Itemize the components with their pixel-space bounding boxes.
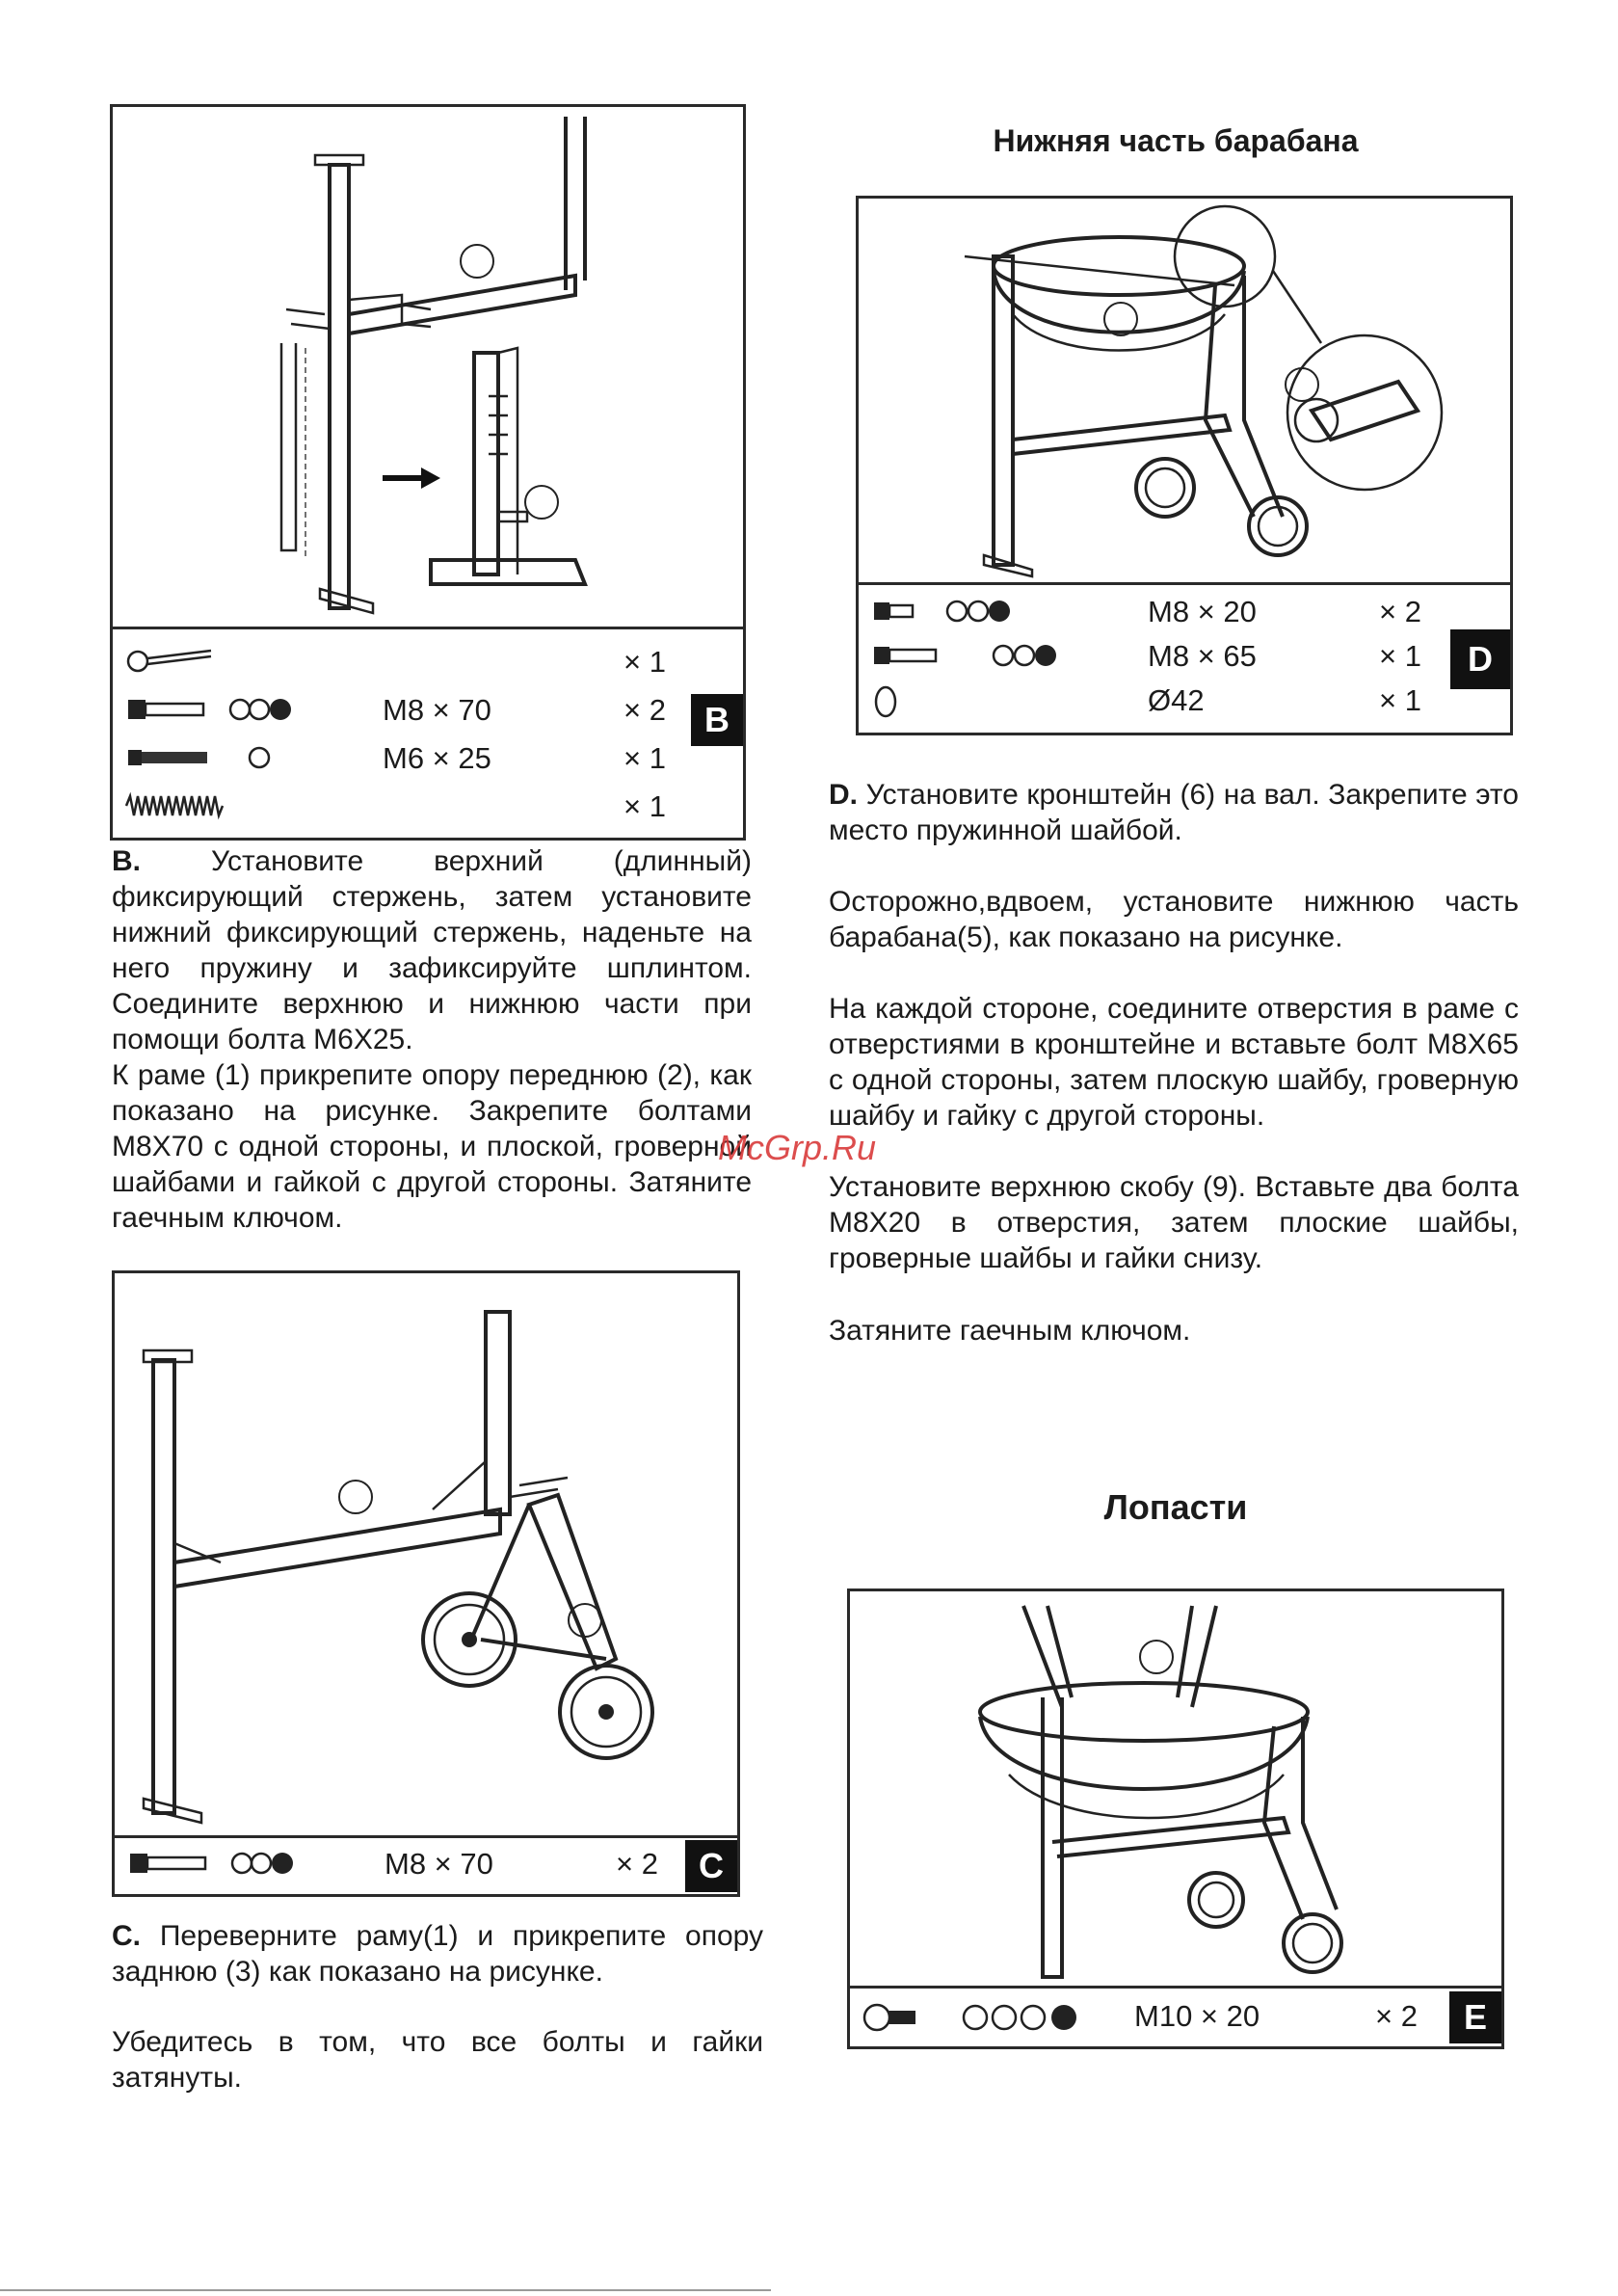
step-label-d: D.	[829, 779, 858, 811]
step-text-d: Установите кронштейн (6) на вал. Закрепите это место пружинной шайбой.	[829, 779, 1519, 846]
text-section-d-3: На каждой стороне, соедините отверстия в раме с отверстиями в кронштейне и вставьте болт М8Х65 с одной стороны, затем плоскую шайбу, гроверную шайбу и гайку с другой стороны.	[829, 993, 1519, 1132]
parts-list-c	[115, 1835, 737, 1894]
heading-blades: Лопасти	[1103, 1487, 1248, 1527]
part-spec: Ø42	[1148, 683, 1205, 717]
blades-drawing	[850, 1591, 1501, 1991]
figure-e	[847, 1589, 1504, 2049]
callout-2	[525, 486, 558, 519]
parts-list-b	[113, 627, 743, 838]
text-section-d	[829, 777, 1519, 848]
step-label-c: C.	[112, 1920, 141, 1952]
text-section-d-2: Осторожно,вдвоем, установите нижнюю часть барабана(5), как показано на рисунке.	[829, 886, 1519, 953]
spring-washer-icon	[870, 685, 928, 718]
part-spec: M6 × 25	[383, 741, 491, 775]
part-qty: × 1	[623, 741, 666, 775]
figure-d	[856, 196, 1513, 735]
section-label-b: B	[691, 694, 743, 746]
bolt-washer-nut-icon	[870, 641, 1063, 670]
part-spec: M8 × 65	[1148, 639, 1257, 673]
part-qty: × 2	[616, 1847, 658, 1881]
text-section-d-4: Установите верхнюю скобу (9). Вставьте два болта М8Х20 в отверстия, затем плоские шайбы, гроверные шайбы и гайки снизу.	[829, 1171, 1519, 1274]
part-qty: × 1	[623, 789, 666, 823]
section-label-e: E	[1449, 1991, 1501, 2043]
callout-3	[569, 1604, 601, 1637]
callout-1	[339, 1481, 372, 1513]
text-section-d-5: Затяните гаечным ключом.	[829, 1315, 1191, 1347]
figure-c	[112, 1270, 740, 1897]
text-section-b	[112, 843, 752, 1057]
parts-list-e	[850, 1986, 1501, 2046]
part-qty: × 1	[1379, 683, 1421, 717]
bolt-washers-nut-icon	[862, 2001, 1112, 2034]
bolt-nut-icon	[124, 743, 317, 772]
heading-drum-lower: Нижняя часть барабана	[993, 123, 1359, 158]
part-spec: M10 × 20	[1134, 1999, 1260, 2033]
callout-7	[1140, 1641, 1173, 1673]
footer-rule	[0, 2289, 771, 2291]
step-text-b: Установите верхний (длинный) фиксирующий стержень, затем установите нижний фиксирующий стержень, наденьте на него пружину и зафиксируйте шплинтом. Соедините верхнюю и нижнюю части при помощи болта М6Х25.	[112, 845, 752, 1055]
part-qty: × 2	[1379, 595, 1421, 628]
parts-list-d	[859, 582, 1510, 733]
bolt-washer-nut-icon	[870, 597, 1063, 626]
callout-1	[461, 245, 493, 278]
step-text-c: Переверните раму(1) и прикрепите опору заднюю (3) как показано на рисунке.	[112, 1920, 764, 1988]
section-label-d: D	[1450, 629, 1510, 689]
part-qty: × 1	[1379, 639, 1421, 673]
part-spec: M8 × 70	[385, 1847, 493, 1881]
pin-icon	[124, 647, 221, 676]
frame-rear-leg-drawing	[115, 1273, 737, 1842]
text-section-c-2: Убедитесь в том, что все болты и гайки затянуты.	[112, 2026, 763, 2094]
part-qty: × 2	[1375, 1999, 1418, 2033]
text-section-b-2: К раме (1) прикрепите опору переднюю (2), как показано на рисунке. Закрепите болтами М8Х70 с одной стороны, и плоской, гроверной шайбами и гайкой с другой стороны. Затяните гаечным ключом.	[112, 1059, 752, 1234]
part-qty: × 2	[623, 693, 666, 727]
bolt-washer-nut-icon	[124, 695, 317, 724]
watermark: McGrp.Ru	[718, 1128, 877, 1167]
spring-icon	[124, 791, 240, 820]
part-spec: M8 × 20	[1148, 595, 1257, 628]
part-qty: × 1	[623, 645, 666, 679]
step-label-b: B.	[112, 845, 141, 877]
bolt-washer-nut-icon	[126, 1849, 319, 1878]
section-label-c: C	[685, 1840, 737, 1892]
frame-front-leg-drawing	[113, 107, 743, 632]
part-spec: M8 × 70	[383, 693, 491, 727]
drum-lower-drawing	[859, 199, 1510, 588]
figure-b	[110, 104, 746, 841]
text-section-c	[112, 1918, 763, 1989]
callout-6	[1286, 368, 1318, 401]
